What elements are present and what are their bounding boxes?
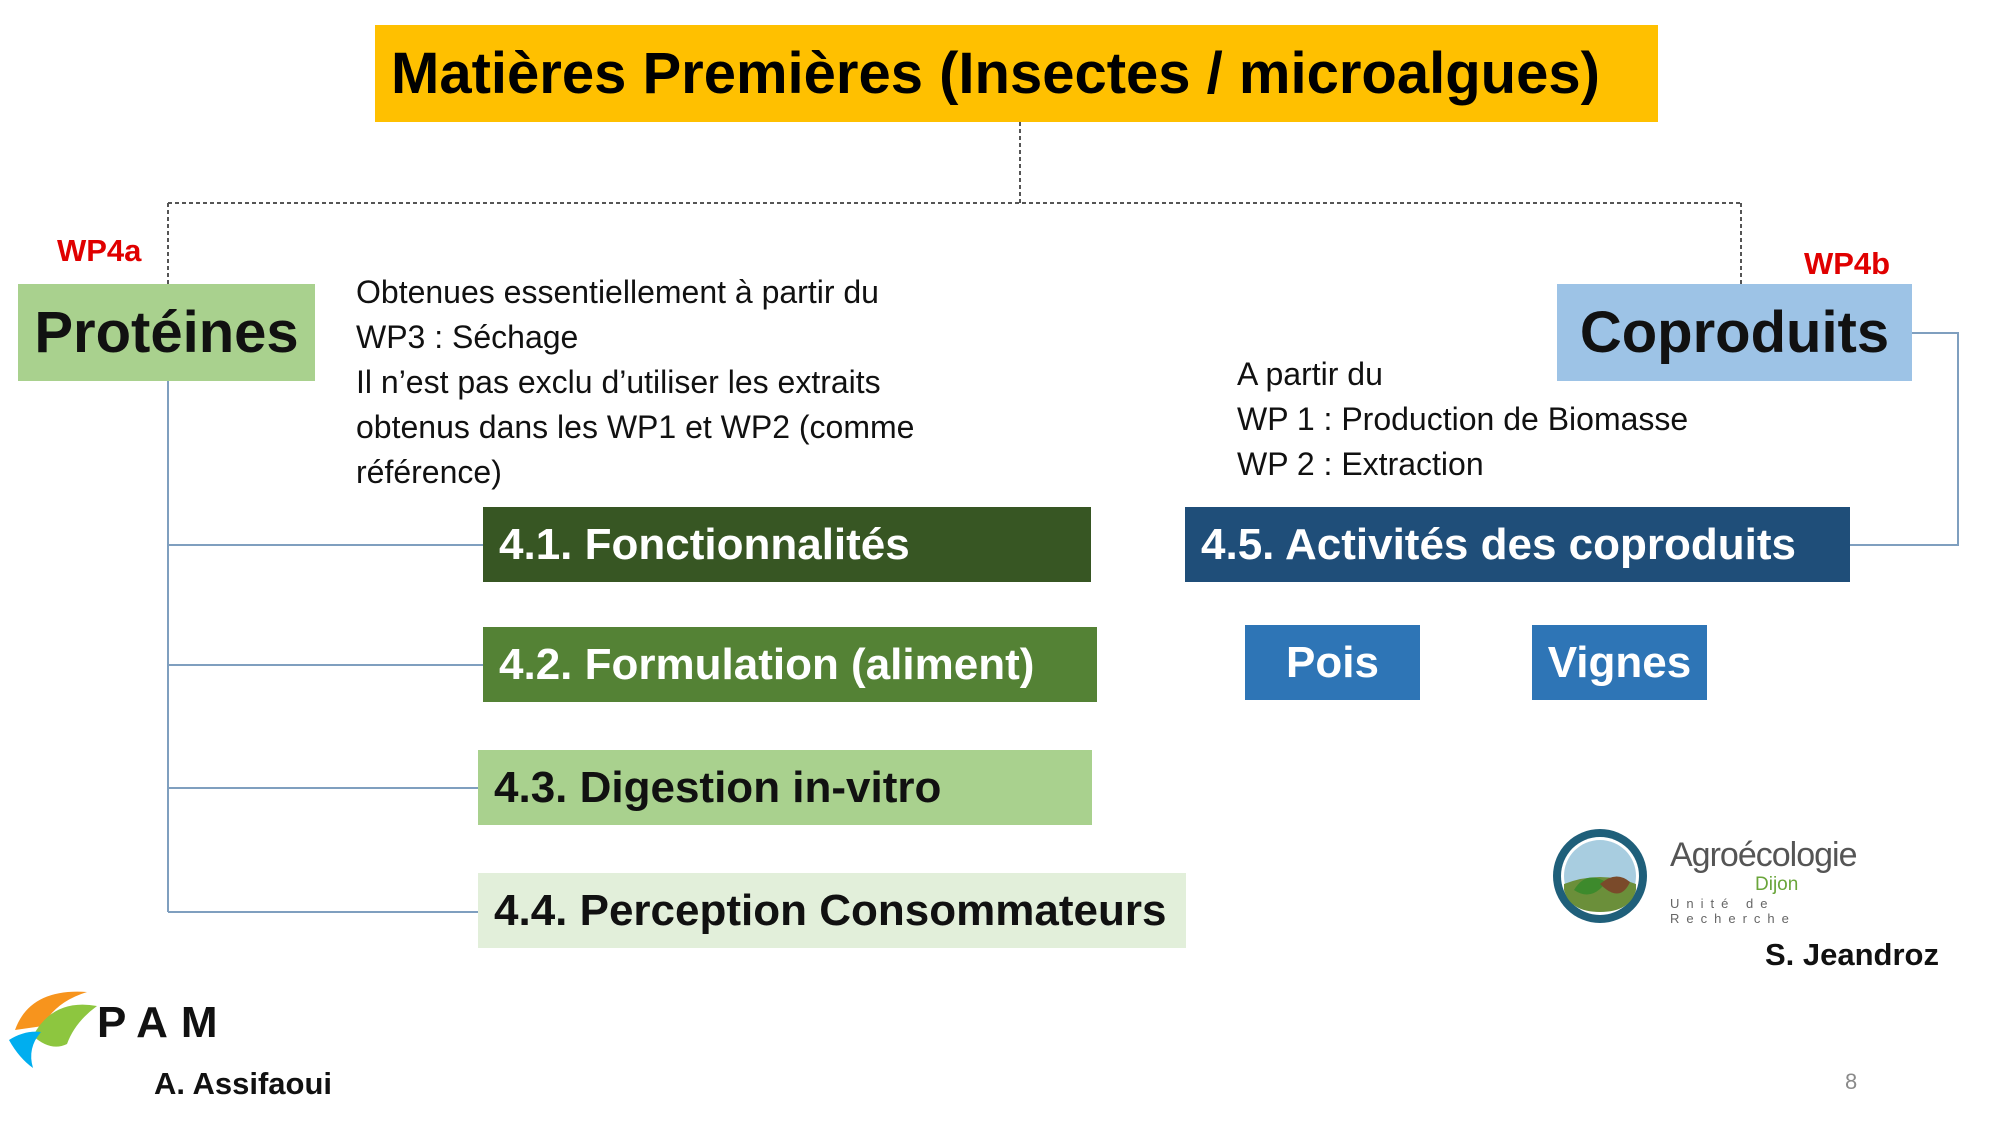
item-4-2-label: 4.2. Formulation (aliment) bbox=[499, 639, 1035, 689]
coproduits-description bbox=[1237, 352, 1688, 487]
author-left: A. Assifaoui bbox=[154, 1066, 332, 1101]
pam-text: PAM bbox=[97, 998, 231, 1047]
pam-logo bbox=[5, 980, 231, 1070]
description-line: Obtenues essentiellement à partir du bbox=[356, 274, 879, 310]
agroecologie-leaf-icon bbox=[1550, 826, 1650, 926]
title-box bbox=[375, 25, 1658, 122]
author-right: S. Jeandroz bbox=[1765, 937, 1939, 972]
item-4-3-label: 4.3. Digestion in-vitro bbox=[494, 762, 942, 812]
proteines-box bbox=[18, 284, 315, 381]
description-line: Il n’est pas exclu d’utiliser les extraits bbox=[356, 364, 881, 400]
description-line: WP 2 : Extraction bbox=[1237, 446, 1484, 482]
description-line: A partir du bbox=[1237, 356, 1383, 392]
item-4-4-box bbox=[478, 873, 1186, 948]
description-line: WP 1 : Production de Biomasse bbox=[1237, 401, 1689, 437]
proteines-description bbox=[356, 270, 914, 495]
pois-box bbox=[1245, 625, 1420, 700]
vignes-label: Vignes bbox=[1547, 637, 1692, 687]
vignes-box bbox=[1532, 625, 1707, 700]
pam-swoosh-icon bbox=[5, 980, 105, 1070]
item-4-2-box bbox=[483, 627, 1097, 702]
page-number: 8 bbox=[1845, 1069, 1858, 1094]
item-4-3-box bbox=[478, 750, 1092, 825]
agroecologie-unit: Unité de Recherche bbox=[1670, 896, 1796, 926]
dashed-connectors bbox=[168, 122, 1741, 284]
coproduits-label: Coproduits bbox=[1579, 300, 1890, 365]
wp4a-tag: WP4a bbox=[57, 233, 142, 268]
proteines-label: Protéines bbox=[34, 300, 299, 365]
agroecologie-logo bbox=[1550, 826, 1890, 931]
item-4-4-label: 4.4. Perception Consommateurs bbox=[494, 885, 1167, 935]
item-4-1-label: 4.1. Fonctionnalités bbox=[499, 519, 910, 569]
agroecologie-name: Agroécologie bbox=[1670, 836, 1857, 874]
pois-label: Pois bbox=[1286, 637, 1379, 687]
description-line: WP3 : Séchage bbox=[356, 319, 579, 355]
description-line: référence) bbox=[356, 454, 502, 490]
title-text: Matières Premières (Insectes / microalgues) bbox=[391, 41, 1600, 106]
item-4-1-box bbox=[483, 507, 1091, 582]
item-4-5-box bbox=[1185, 507, 1850, 582]
wp4b-tag: WP4b bbox=[1804, 246, 1891, 281]
agroecologie-city: Dijon bbox=[1755, 874, 1799, 895]
description-line: obtenus dans les WP1 et WP2 (comme bbox=[356, 409, 915, 445]
item-4-5-label: 4.5. Activités des coproduits bbox=[1201, 519, 1796, 569]
